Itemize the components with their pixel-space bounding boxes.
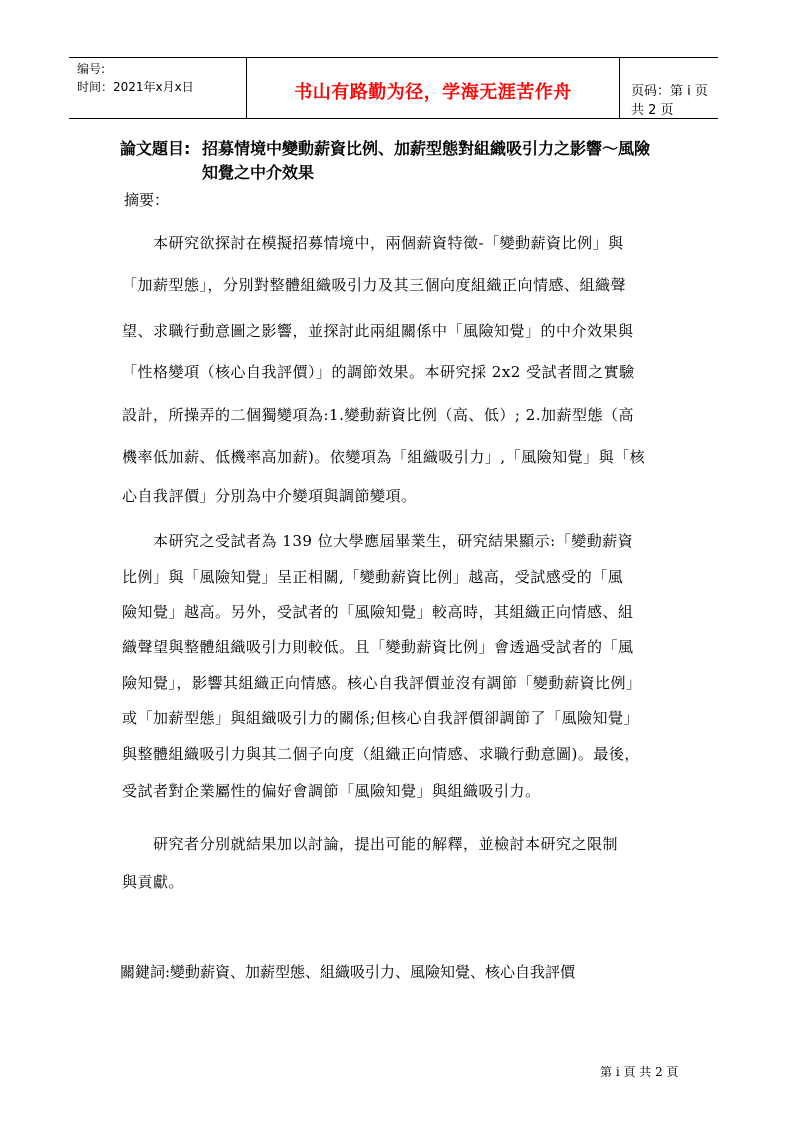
number-label: 编号: [77, 62, 106, 76]
paragraph-line: 「性格變項（核心自我評價）」的調節效果。本研究採 2x2 受試者間之實驗 [122, 363, 635, 381]
title-line-1: 招募情境中變動薪資比例、加薪型態對組織吸引力之影響～風險 [202, 139, 651, 158]
header-motto-cell [247, 58, 620, 118]
paragraph-line: 與貢獻。 [122, 873, 185, 891]
header-info-cell [69, 58, 247, 118]
paragraph-line: 與整體組織吸引力與其二個子向度（組織正向情感、求職行動意圖)。最後， [122, 745, 640, 763]
paragraph-line: 設計，所操弄的二個獨變項為:1.變動薪資比例（高、低）; 2.加薪型態（高 [122, 406, 635, 424]
title-label: 論文題目: [120, 139, 191, 158]
paragraph-line: 心自我評價」分別為中介變項與調節變項。 [122, 487, 417, 505]
paragraph-line: 本研究欲探討在模擬招募情境中，兩個薪資特徵-「變動薪資比例」與 [122, 234, 624, 252]
page-header [69, 57, 718, 119]
keywords: 關鍵詞:變動薪資、加薪型態、組織吸引力、風險知覺、核心自我評價 [120, 963, 576, 981]
time-label: 时间：2021年x月x日 [77, 80, 194, 94]
paragraph-line: 織聲望與整體組織吸引力則較低。且「變動薪資比例」會透過受試者的「風 [122, 638, 634, 656]
header-page-cell [619, 58, 718, 118]
title-line-2: 知覺之中介效果 [202, 163, 315, 182]
paragraph-line: 或「加薪型態」與組織吸引力的關係;但核心自我評價卻調節了「風險知覺」 [122, 709, 640, 727]
paragraph-line: 「加薪型態」，分別對整體組織吸引力及其三個向度組織正向情感、組織聲 [122, 276, 627, 294]
page-footer: 第 i 頁 共 2 頁 [600, 1065, 679, 1079]
motto: 书山有路勤为径，学海无涯苦作舟 [294, 82, 572, 103]
abstract-label: 摘要： [124, 191, 170, 209]
paragraph-line: 機率低加薪、低機率高加薪)。依變項為「組織吸引力」,「風險知覺」與「核 [122, 448, 646, 466]
paragraph-line: 險知覺」，影響其組織正向情感。核心自我評價並沒有調節「變動薪資比例」 [122, 674, 642, 692]
paragraph-line: 險知覺」越高。另外，受試者的「風險知覺」較高時，其組織正向情感、組 [122, 603, 634, 621]
paragraph-line: 本研究之受試者為 139 位大學應屆畢業生，研究結果顯示:「變動薪資 [122, 532, 634, 550]
paragraph-line: 比例」與「風險知覺」呈正相關,「變動薪資比例」越高，受試感受的「風 [122, 568, 624, 586]
page-number-label: 页码：第 i 页 共 2 页 [631, 84, 708, 118]
paragraph-line: 研究者分別就結果加以討論，提出可能的解釋，並檢討本研究之限制 [122, 835, 619, 853]
paragraph-line: 受試者對企業屬性的偏好會調節「風險知覺」與組織吸引力。 [122, 782, 541, 800]
paragraph-line: 望、求職行動意圖之影響，並探討此兩組關係中「風險知覺」的中介效果與 [122, 322, 634, 340]
